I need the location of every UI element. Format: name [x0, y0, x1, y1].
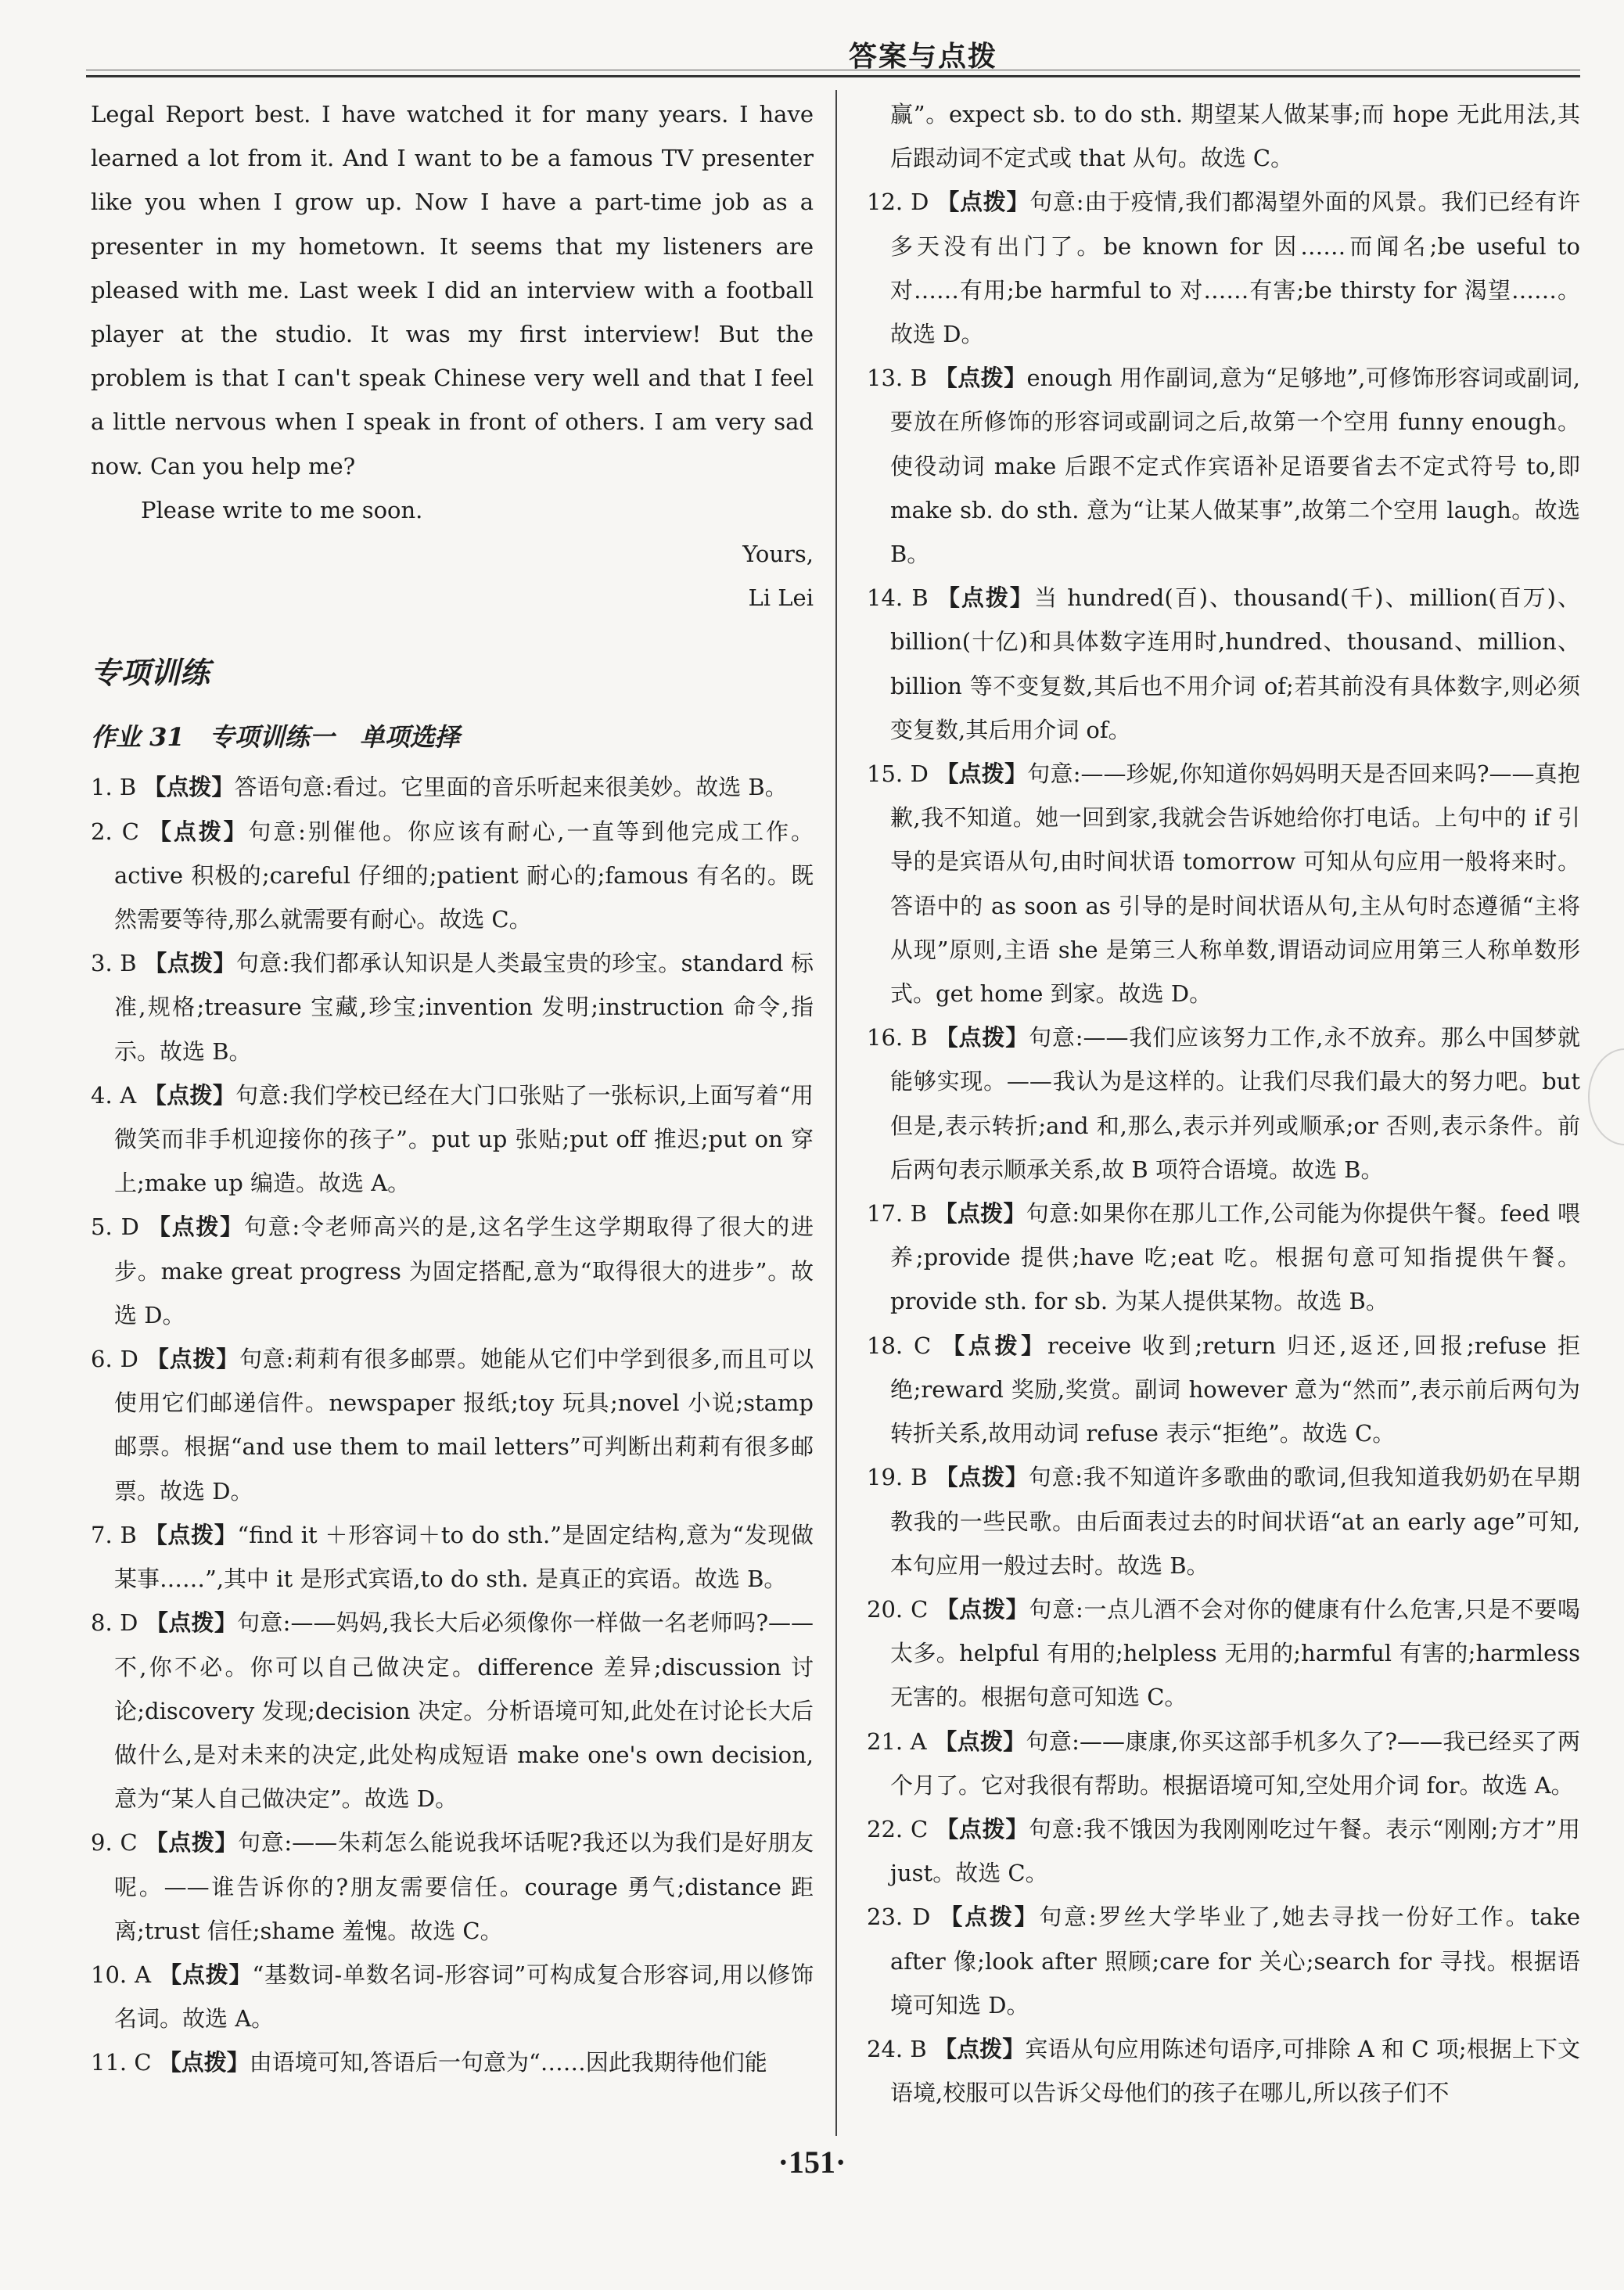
- answer-text: 宾语从句应用陈述句语序,可排除 A 和 C 项;根据上下文语境,校服可以告诉父母他们的孩子在哪儿,所以孩子们不: [890, 2035, 1580, 2107]
- letter-name: Li Lei: [748, 584, 814, 612]
- hint-label: 【点拨】: [158, 2049, 250, 2076]
- answer-number: 22. C: [867, 1815, 929, 1842]
- answer-item: [91, 1205, 814, 1337]
- answer-text: 句意:我们学校已经在大门口张贴了一张标识,上面写着“用微笑而非手机迎接你的孩子”。put up 张贴;put off 推迟;put on 穿上;make up 编造。故选 A。: [114, 1081, 814, 1197]
- margin-stamp: [1588, 1048, 1624, 1145]
- hint-label: 【点拨】: [940, 1904, 1040, 1931]
- answer-item: [91, 2040, 814, 2084]
- answer-item: [867, 1192, 1580, 1324]
- answer-number: 6. D: [91, 1346, 138, 1373]
- answer-text: receive 收到;return 归还,返还,回报;refuse 拒绝;reward 奖励,奖赏。副词 however 意为“然而”,表示前后两句为转折关系,故用动词 refuse 表示“拒绝”。故选 C。: [890, 1332, 1580, 1447]
- page-number: ·151·: [778, 2144, 846, 2180]
- answer-item: [91, 765, 814, 809]
- hint-label: 【点拨】: [934, 2035, 1026, 2062]
- letter-text: Legal Report best. I have watched it for many years. I have learned a lot from it. And I want to be a famous TV presenter like you when I grow up. Now I have a part-time job as a presenter in my hometown. It seems that my listeners are pleased with me. Last week I did an interview with a football player at the studio. It was my first interview! But the problem is that I can't speak Chinese very well and that I feel a little nervous when I speak in front of others. I am very sad now. Can you help me?: [91, 101, 814, 480]
- answer-text: 句意:如果你在那儿工作,公司能为你提供午餐。feed 喂养;provide 提供;have 吃;eat 吃。根据句意可知指提供午餐。provide sth. for sb. 为某人提供某物。故选 B。: [890, 1200, 1580, 1315]
- answer-item: [91, 1601, 814, 1821]
- answer-number: 5. D: [91, 1213, 139, 1241]
- answer-item: [91, 1073, 814, 1206]
- answer-number: 12. D: [867, 189, 929, 216]
- answer-number: 15. D: [867, 760, 929, 788]
- answer-item: [867, 180, 1580, 356]
- answer-number: 18. C: [867, 1332, 932, 1359]
- answer-number: 23. D: [867, 1904, 931, 1931]
- hint-label: 【点拨】: [934, 365, 1027, 392]
- answer-item: [867, 1720, 1580, 1807]
- answer-item: [867, 1807, 1580, 1895]
- hint-label: 【点拨】: [935, 1024, 1029, 1052]
- hint-label: 【点拨】: [143, 774, 235, 801]
- answer-item: [867, 1455, 1580, 1587]
- answer-item: [867, 1016, 1580, 1192]
- answer-item: [91, 810, 814, 942]
- answer-text: 句意:令老师高兴的是,这名学生这学期取得了很大的进步。make great progress 为固定搭配,意为“取得很大的进步”。故选 D。: [114, 1213, 814, 1328]
- hint-label: 【点拨】: [935, 1464, 1029, 1491]
- answer-text: 由语境可知,答语后一句意为“……因此我期待他们能: [249, 2049, 767, 2076]
- hint-label: 【点拨】: [147, 1213, 244, 1241]
- answer-text: 句意:我不知道许多歌曲的歌词,但我知道我奶奶在早期教我的一些民歌。由后面表过去的时间状语“at an early age”可知,本句应用一般过去时。故选 B。: [890, 1464, 1580, 1579]
- hint-label: 【点拨】: [146, 1346, 239, 1373]
- answer-text: 句意:——妈妈,我长大后必须像你一样做一名老师吗?——不,你不必。你可以自己做决定。difference 差异;discussion 讨论;discovery 发现;decision 决定。分析语境可知,此处在讨论长大后做什么,是对未来的决定,此处构成短语 make one's own decision,意为“某人自己做决定”。故选 D。: [114, 1609, 814, 1813]
- hint-label: 【点拨】: [145, 1609, 238, 1637]
- letter-body: [91, 92, 814, 488]
- letter-closing: Please write to me soon.: [141, 496, 423, 523]
- hint-label: 【点拨】: [936, 1815, 1029, 1842]
- answer-item: [867, 1324, 1580, 1456]
- answer-number: 1. B: [91, 774, 137, 801]
- hint-label: 【点拨】: [936, 189, 1030, 216]
- answer-item: [867, 356, 1580, 576]
- answer-number: 4. A: [91, 1081, 137, 1109]
- answer-number: 14. B: [867, 584, 929, 612]
- hint-label: 【点拨】: [145, 1829, 239, 1857]
- answer-number: 9. C: [91, 1829, 138, 1857]
- answer-text: 当 hundred(百)、thousand(千)、million(百万)、billion(十亿)和具体数字连用时,hundred、thousand、million、billion 等不变复数,其后也不用介词 of;若其前没有具体数字,则必须变复数,其后用介词 of。: [890, 584, 1580, 743]
- answer-number: 2. C: [91, 818, 139, 845]
- answer-item: [91, 1953, 814, 2040]
- section-title: 专项训练: [91, 655, 210, 691]
- answer-text: 赢”。expect sb. to do sth. 期望某人做某事;而 hope 无此用法,其后跟动词不定式或 that 从句。故选 C。: [890, 101, 1580, 172]
- answer-list-right: [867, 92, 1580, 2115]
- answer-item: [867, 1895, 1580, 2027]
- answer-text: “基数词-单数名词-形容词”可构成复合形容词,用以修饰名词。故选 A。: [114, 1961, 814, 2033]
- hint-label: 【点拨】: [934, 1200, 1026, 1228]
- hint-label: 【点拨】: [936, 584, 1034, 612]
- answer-number: 16. B: [867, 1024, 928, 1052]
- answer-text: 句意:我不饿因为我刚刚吃过午餐。表示“刚刚;方才”用 just。故选 C。: [890, 1815, 1580, 1887]
- answer-number: 8. D: [91, 1609, 138, 1637]
- answer-number: 24. B: [867, 2035, 927, 2062]
- answer-text: 句意:莉莉有很多邮票。她能从它们中学到很多,而且可以使用它们邮递信件。newspaper 报纸;toy 玩具;novel 小说;stamp 邮票。根据“and use them to mail letters”可判断出莉莉有很多邮票。故选 D。: [114, 1346, 814, 1504]
- answer-text: 句意:我们都承认知识是人类最宝贵的珍宝。standard 标准,规格;treasure 宝藏,珍宝;invention 发明;instruction 命令,指示。故选 B。: [114, 950, 814, 1065]
- column-divider: [835, 90, 837, 2136]
- answer-item: [91, 941, 814, 1073]
- answer-number: 13. B: [867, 365, 928, 392]
- answer-item: [91, 1337, 814, 1513]
- page-header: [86, 28, 1580, 77]
- answer-number: 7. B: [91, 1521, 137, 1548]
- hint-label: 【点拨】: [942, 1332, 1047, 1359]
- answer-text: 答语句意:看过。它里面的音乐听起来很美妙。故选 B。: [234, 774, 788, 801]
- letter-signoff: Yours,: [742, 541, 814, 568]
- hint-label: 【点拨】: [934, 1727, 1026, 1755]
- right-column: [867, 92, 1580, 2115]
- answer-number: 17. B: [867, 1200, 927, 1228]
- hint-label: 【点拨】: [149, 818, 249, 845]
- answer-text: 句意:——珍妮,你知道你妈妈明天是否回来吗?——真抱歉,我不知道。她一回到家,我就会告诉她给你打电话。上句中的 if 引导的是宾语从句,由时间状语 tomorrow 可知从句应用一般将来时。答语中的 as soon as 引导的是时间状语从句,主从句时态遵循“主将从现”原则,主语 she 是第三人称单数,谓语动词应用第三人称单数形式。get home 到家。故选 D。: [890, 760, 1580, 1008]
- hint-label: 【点拨】: [143, 1081, 236, 1109]
- hint-label: 【点拨】: [936, 760, 1028, 788]
- section-subtitle: 作业 31 专项训练一 单项选择: [91, 722, 460, 753]
- answer-text: 句意:罗丝大学毕业了,她去寻找一份好工作。take after 像;look after 照顾;care for 关心;search for 寻找。根据语境可知选 D。: [890, 1904, 1581, 2019]
- answer-number: 21. A: [867, 1727, 927, 1755]
- answer-item: [867, 1587, 1580, 1720]
- answer-item: [867, 576, 1580, 752]
- answer-item: [867, 2027, 1580, 2115]
- answer-text: 句意:一点儿酒不会对你的健康有什么危害,只是不要喝太多。helpful 有用的;helpless 无用的;harmful 有害的;harmless 无害的。根据句意可知选 C。: [890, 1595, 1580, 1711]
- header-title: 答案与点拨: [849, 41, 998, 73]
- answer-list-left: [91, 765, 814, 2084]
- answer-text: 句意:别催他。你应该有耐心,一直等到他完成工作。active 积极的;careful 仔细的;patient 耐心的;famous 有名的。既然需要等待,那么就需要有耐心。故选 C。: [114, 818, 814, 933]
- answer-text: 句意:由于疫情,我们都渴望外面的风景。我们已经有许多天没有出门了。be known for 因……而闻名;be useful to 对……有用;be harmful to 对……有害;be thirsty for 渴望……。故选 D。: [890, 189, 1580, 348]
- hint-label: 【点拨】: [159, 1961, 253, 1988]
- answer-text: 句意:——朱莉怎么能说我坏话呢?我还以为我们是好朋友呢。——谁告诉你的?朋友需要信任。courage 勇气;distance 距离;trust 信任;shame 羞愧。故选 C。: [114, 1829, 814, 1944]
- answer-text: 句意:——我们应该努力工作,永不放弃。那么中国梦就能够实现。——我认为是这样的。让我们尽我们最大的努力吧。but 但是,表示转折;and 和,那么,表示并列或顺承;or 否则,表示条件。前后两句表示顺承关系,故 B 项符合语境。故选 B。: [890, 1024, 1580, 1183]
- answer-item: [867, 92, 1580, 180]
- answer-number: 20. C: [867, 1595, 929, 1623]
- answer-number: 19. B: [867, 1464, 928, 1491]
- answer-item: [867, 752, 1580, 1016]
- answer-number: 10. A: [91, 1961, 152, 1988]
- hint-label: 【点拨】: [144, 950, 236, 977]
- answer-text: “find it ＋形容词＋to do sth.”是固定结构,意为“发现做某事……”,其中 it 是形式宾语,to do sth. 是真正的宾语。故选 B。: [114, 1521, 814, 1593]
- answer-item: [91, 1513, 814, 1601]
- hint-label: 【点拨】: [144, 1521, 238, 1548]
- answer-text: 句意:——康康,你买这部手机多久了?——我已经买了两个月了。它对我很有帮助。根据语境可知,空处用介词 for。故选 A。: [890, 1727, 1581, 1799]
- answer-number: 3. B: [91, 950, 137, 977]
- answer-text: enough 用作副词,意为“足够地”,可修饰形容词或副词,要放在所修饰的形容词或副词之后,故第一个空用 funny enough。使役动词 make 后跟不定式作宾语补足语要省去不定式符号 to,即 make sb. do sth. 意为“让某人做某事”,故第二个空用 laugh。故选 B。: [890, 365, 1581, 568]
- hint-label: 【点拨】: [936, 1595, 1029, 1623]
- answer-item: [91, 1821, 814, 1953]
- answer-number: 11. C: [91, 2049, 152, 2076]
- left-column: [91, 92, 814, 2085]
